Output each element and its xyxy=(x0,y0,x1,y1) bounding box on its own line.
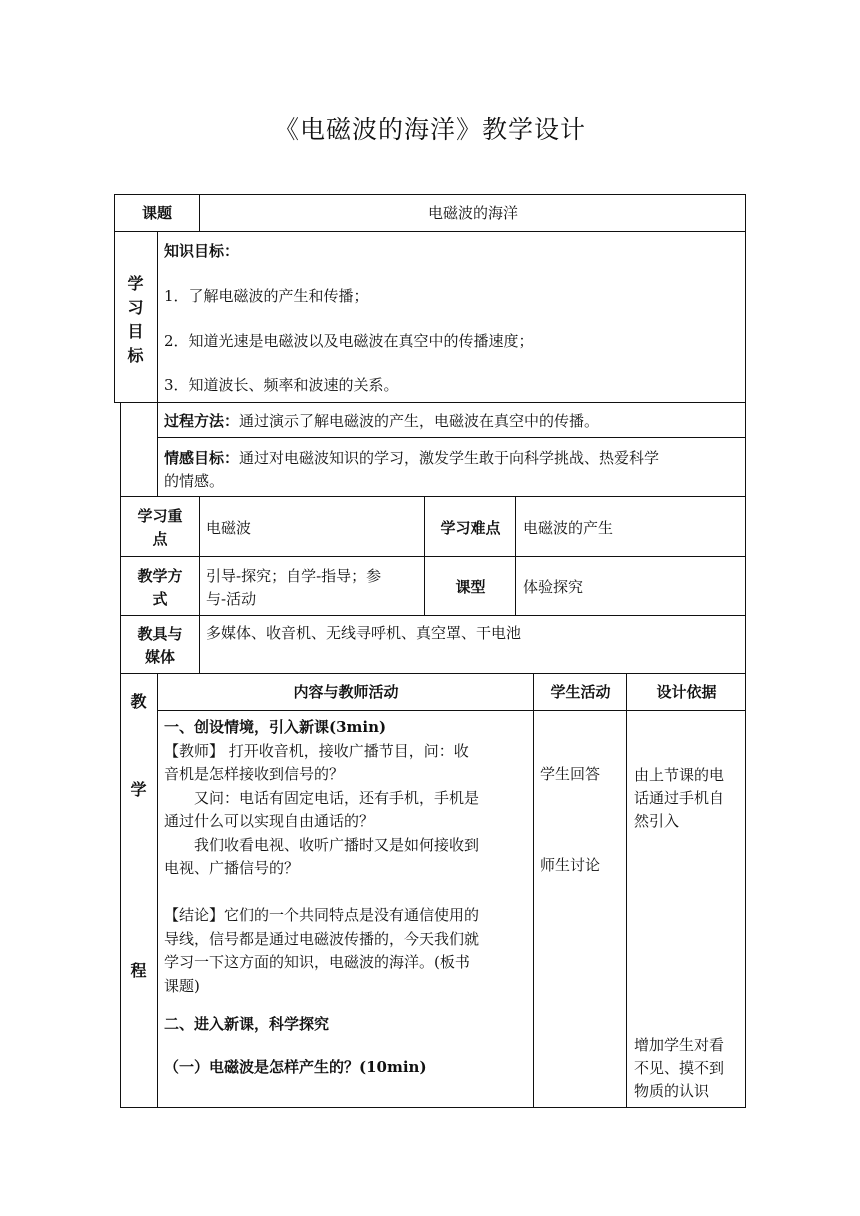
content-line: 电视、广播信号的？ xyxy=(164,859,300,877)
student-activity-1: 学生回答 xyxy=(540,765,601,783)
divider xyxy=(626,673,627,1108)
key-value: 电磁波 xyxy=(206,519,252,537)
objectives-label-char-3: 目 xyxy=(127,322,144,341)
header-content: 内容与教师活动 xyxy=(293,683,399,701)
basis-1-line-1: 由上节课的电 xyxy=(634,766,725,784)
content-line: 通过什么可以实现自由通话的？ xyxy=(164,812,375,830)
content-line: 音机是怎样接收到信号的？ xyxy=(164,765,345,783)
divider xyxy=(157,673,158,1108)
divider xyxy=(157,437,746,438)
tools-value: 多媒体、收音机、无线寻呼机、真空罩、干电池 xyxy=(206,624,522,642)
basis-2-line-1: 增加学生对看 xyxy=(634,1036,725,1054)
basis-1-line-3: 然引入 xyxy=(634,812,680,830)
content-line: 又问：电话有固定电话，还有手机，手机是 xyxy=(164,788,480,807)
content-line: 一、创设情境，引入新课(3min) xyxy=(164,718,387,736)
emotion-label: 情感目标： xyxy=(164,449,240,467)
divider xyxy=(157,402,158,497)
emotion-goal xyxy=(164,447,659,470)
key-label-1: 学习重 xyxy=(137,507,183,525)
method-value-2: 与-活动 xyxy=(206,590,257,608)
difficulty-value: 电磁波的产生 xyxy=(523,519,614,537)
tools-label-1: 教具与 xyxy=(137,625,183,643)
method-value-1: 引导-探究；自学-指导；参 xyxy=(206,567,382,585)
content-line: 【结论】它们的一个共同特点是没有通信使用的 xyxy=(164,906,480,924)
basis-2-line-3: 物质的认识 xyxy=(634,1082,710,1100)
emotion-text-1: 通过对电磁波知识的学习，激发学生敢于向科学挑战、热爱科学 xyxy=(239,449,660,467)
emotion-text-2: 的情感。 xyxy=(164,472,225,490)
content-line: 课题) xyxy=(164,976,200,995)
process-side-char-2: 学 xyxy=(130,780,147,799)
divider xyxy=(533,673,534,1108)
process-side-char-1: 教 xyxy=(130,692,147,711)
divider xyxy=(157,231,158,403)
content-line: 我们收看电视、收听广播时又是如何接收到 xyxy=(164,835,480,854)
content-line: 学习一下这方面的知识，电磁波的海洋。(板书 xyxy=(164,953,470,971)
knowledge-item-3: 3．知道波长、频率和波速的关系。 xyxy=(164,376,399,394)
content-line xyxy=(164,881,530,905)
objectives-label-char-1: 学 xyxy=(127,274,144,293)
type-label: 课型 xyxy=(455,578,486,596)
header-student: 学生活动 xyxy=(550,683,611,701)
student-activity-2: 师生讨论 xyxy=(540,856,601,874)
process-label: 过程方法： xyxy=(164,412,240,430)
header-basis: 设计依据 xyxy=(656,683,717,701)
topic-value: 电磁波的海洋 xyxy=(427,204,518,222)
method-label-1: 教学方 xyxy=(137,567,183,585)
document-title: 《电磁波的海洋》教学设计 xyxy=(273,115,586,144)
knowledge-item-1: 1．了解电磁波的产生和传播； xyxy=(164,287,369,305)
knowledge-item-2: 2．知道光速是电磁波以及电磁波在真空中的传播速度； xyxy=(164,332,534,350)
content-line: 导线，信号都是通过电磁波传播的，今天我们就 xyxy=(164,929,480,948)
knowledge-title: 知识目标： xyxy=(164,242,240,260)
section-2-sub: （一）电磁波是怎样产生的？(10min) xyxy=(164,1058,427,1076)
tools-label-2: 媒体 xyxy=(144,648,175,666)
objectives-label-char-4: 标 xyxy=(127,346,144,365)
topic-label: 课题 xyxy=(141,204,172,222)
basis-2-line-2: 不见、摸不到 xyxy=(634,1059,725,1077)
process-side-char-3: 程 xyxy=(130,961,147,980)
content-line: 【教师】 打开收音机，接收广播节目，问：收 xyxy=(164,741,469,760)
process-method xyxy=(164,410,599,433)
section-2-title: 二、进入新课，科学探究 xyxy=(164,1015,330,1033)
content-lines xyxy=(164,716,530,998)
difficulty-label: 学习难点 xyxy=(440,519,501,537)
method-label-2: 式 xyxy=(152,590,168,608)
basis-1-line-2: 话通过手机自 xyxy=(634,789,725,807)
objectives-label-char-2: 习 xyxy=(127,298,144,317)
key-label-2: 点 xyxy=(152,530,168,548)
divider xyxy=(157,710,746,711)
type-value: 体验探究 xyxy=(523,578,584,596)
process-text: 通过演示了解电磁波的产生，电磁波在真空中的传播。 xyxy=(239,412,600,430)
